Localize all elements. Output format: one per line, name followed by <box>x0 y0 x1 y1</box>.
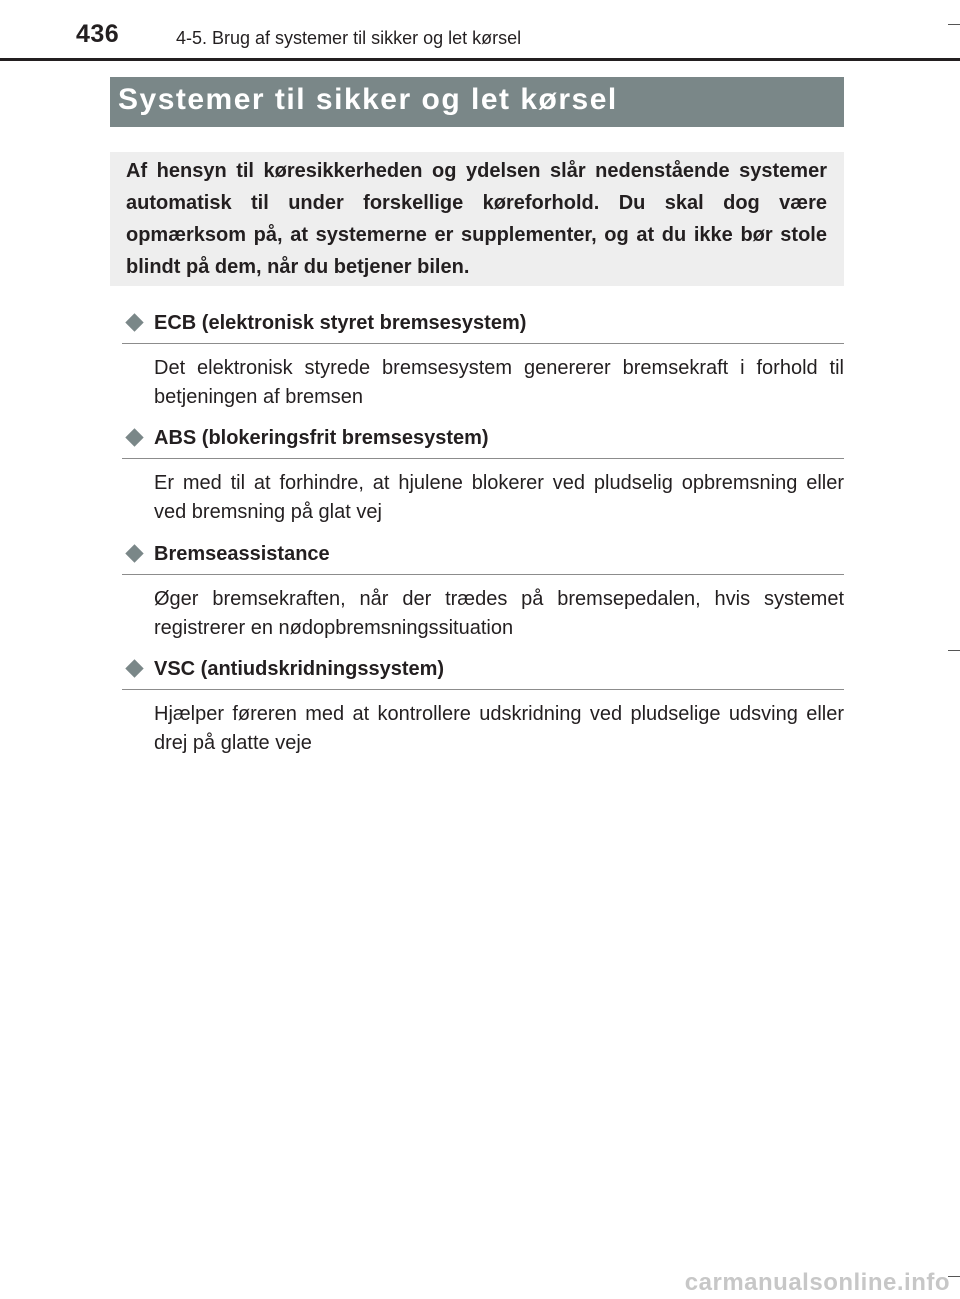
section-banner <box>110 77 844 127</box>
intro-box <box>110 152 844 286</box>
item-heading <box>122 656 844 690</box>
item-title: Bremseassistance <box>154 543 330 565</box>
intro-text: Af hensyn til køresikkerheden og ydelsen slår nedenstående systemer automatisk til under forskellige køreforhold. Du skal dog være opmærksom på, at systemerne er supplementer, og at du ikke bør stole blindt på dem, når du betjener bilen. <box>126 160 827 278</box>
page-number: 436 <box>76 20 120 48</box>
item-heading <box>122 425 844 459</box>
section-title: Systemer til sikker og let kørsel <box>118 83 618 116</box>
item-title: ABS (blokeringsfrit bremsesystem) <box>154 427 489 449</box>
diamond-icon <box>125 544 143 562</box>
item-description: Øger bremsekraften, når der trædes på bremsepedalen, hvis systemet registrerer en nødopbremsningssituation <box>154 588 844 639</box>
list-item-bremseassistance <box>122 541 844 643</box>
item-description: Det elektronisk styrede bremsesystem genererer bremsekraft i forhold til betjeningen af bremsen <box>154 357 844 408</box>
running-header: 4-5. Brug af systemer til sikker og let kørsel <box>176 28 522 48</box>
crop-mark <box>948 650 960 651</box>
item-title: VSC (antiudskridningssystem) <box>154 658 445 680</box>
item-heading <box>122 541 844 575</box>
crop-mark <box>948 24 960 25</box>
diamond-icon <box>125 313 143 331</box>
diamond-icon <box>125 428 143 446</box>
item-heading <box>122 310 844 344</box>
item-description: Hjælper føreren med at kontrollere udskridning ved pludselige udsving eller drej på glatte veje <box>154 703 844 754</box>
list-item-vsc <box>122 656 844 758</box>
item-description: Er med til at forhindre, at hjulene blokerer ved pludselig opbremsning eller ved bremsning på glat vej <box>154 472 844 523</box>
watermark: carmanualsonline.info <box>684 1269 950 1296</box>
diamond-icon <box>125 659 143 677</box>
item-title: ECB (elektronisk styret bremsesystem) <box>154 312 527 334</box>
header-rule <box>0 58 960 61</box>
list-item-ecb <box>122 310 844 412</box>
list-item-abs <box>122 425 844 527</box>
